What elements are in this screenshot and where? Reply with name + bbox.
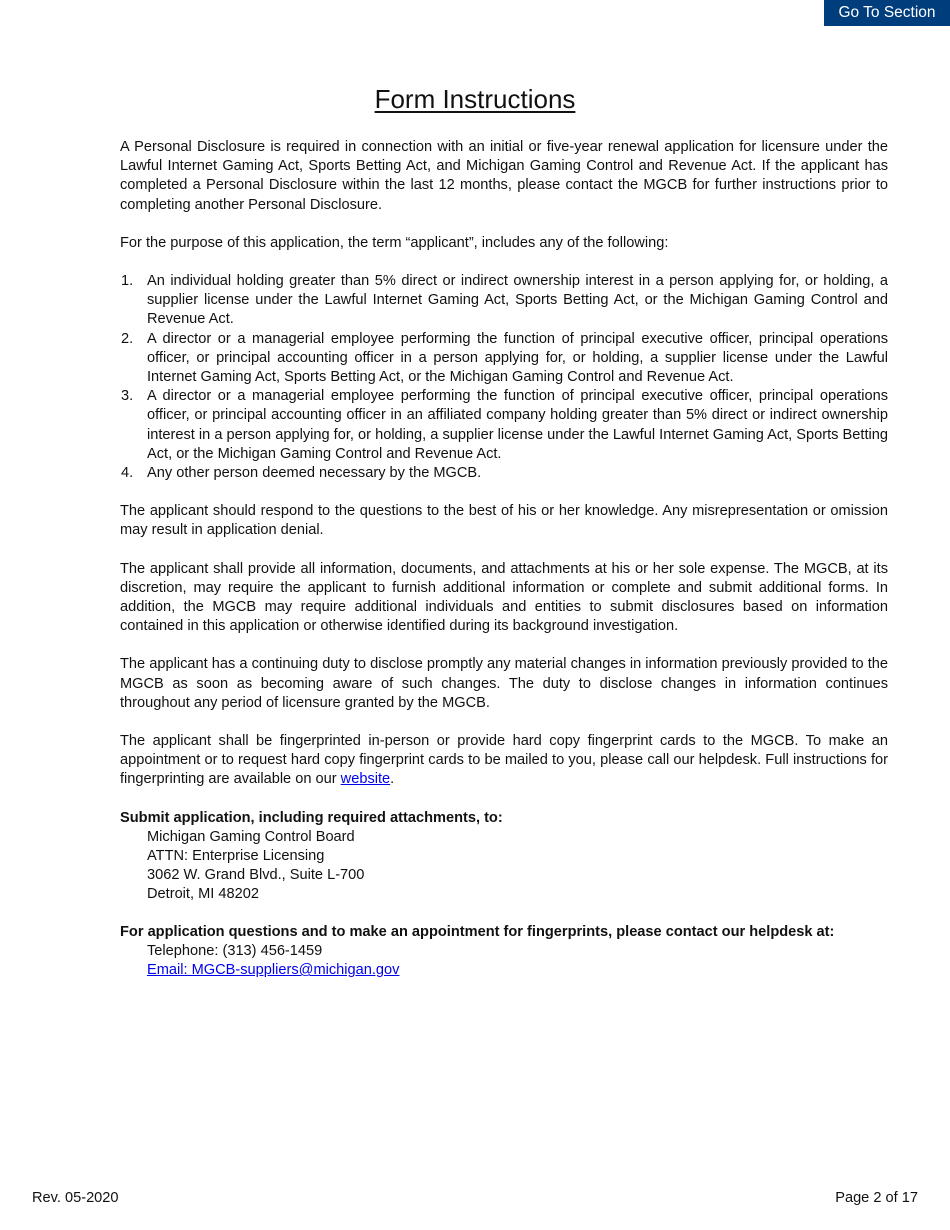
list-text: A director or a managerial employee performing the function of principal executive officer, principal operations officer, or principal accounting officer in a person applying for, or holding, a supplier license under the Lawful Internet Gaming Act, Sports Betting Act, or the Michigan Gaming Control and Revenue Act.: [147, 330, 888, 386]
list-text: Any other person deemed necessary by the MGCB.: [147, 465, 482, 482]
fingerprint-end: .: [390, 771, 395, 788]
expense-paragraph: The applicant shall provide all information, documents, and attachments at his or her sole expense. The MGCB, at its discretion, may require the applicant to furnish additional information or complete and submit additional forms. In addition, the MGCB may require additional individuals and entities to submit disclosures based on information contained in this application or otherwise identified during its background investigation.: [120, 560, 888, 635]
page-number: Page 2 of 17: [835, 1190, 918, 1206]
contact-info: [120, 942, 888, 980]
list-number: 1.: [121, 273, 134, 290]
list-text: An individual holding greater than 5% direct or indirect ownership interest in a person applying for, or holding, a supplier license under the Lawful Internet Gaming Act, Sports Betting Act, or the Michigan Gaming Control and Revenue Act.: [147, 273, 888, 328]
purpose-paragraph: For the purpose of this application, the term “applicant”, includes any of the following:: [120, 234, 669, 251]
fingerprint-paragraph: [120, 732, 888, 790]
submit-heading: Submit application, including required attachments, to:: [120, 809, 503, 826]
email-link[interactable]: Email: MGCB-suppliers@michigan.gov: [147, 962, 400, 979]
list-number: 3.: [121, 388, 134, 405]
mailing-address: [120, 828, 888, 904]
contact-heading: For application questions and to make an appointment for fingerprints, please contact our helpdesk at:: [120, 923, 835, 940]
address-line: 3062 W. Grand Blvd., Suite L-700: [147, 866, 365, 883]
duty-paragraph: The applicant has a continuing duty to disclose promptly any material changes in information previously provided to the MGCB as soon as becoming aware of such changes. The duty to disclose changes in information continues throughout any period of licensure granted by the MGCB.: [120, 656, 888, 711]
fingerprint-text: The applicant shall be fingerprinted in-person or provide hard copy fingerprint cards to the MGCB. To make an appointment or to request hard copy fingerprint cards to be mailed to you, please call our helpdesk. Full instructions for fingerprinting are available on our: [120, 733, 888, 788]
address-line: Michigan Gaming Control Board: [147, 828, 355, 845]
page-title: Form Instructions: [374, 84, 576, 114]
revision-label: Rev. 05-2020: [32, 1190, 119, 1206]
website-link[interactable]: website: [340, 771, 391, 788]
list-number: 2.: [121, 330, 134, 347]
list-item: [120, 272, 888, 330]
intro-paragraph: A Personal Disclosure is required in connection with an initial or five-year renewal application for licensure under the Lawful Internet Gaming Act, Sports Betting Act, and Michigan Gaming Control and Revenue Act. If the applicant has completed a Personal Disclosure within the last 12 months, please contact the MGCB for further instructions prior to completing another Personal Disclosure.: [120, 139, 888, 213]
respond-paragraph: The applicant should respond to the questions to the best of his or her knowledge. Any misrepresentation or omission may result in application denial.: [120, 503, 888, 539]
telephone: Telephone: (313) 456-1459: [147, 943, 323, 960]
applicant-list: [120, 272, 888, 483]
list-item: [120, 464, 888, 483]
address-line: Detroit, MI 48202: [147, 885, 259, 902]
go-to-section-button[interactable]: Go To Section: [824, 0, 950, 26]
address-line: ATTN: Enterprise Licensing: [147, 847, 325, 864]
list-text: A director or a managerial employee performing the function of principal executive officer, principal operations officer, or principal accounting officer in an affiliated company holding greater than 5% direct or indirect ownership interest in a person applying for, or holding, a supplier license under the Lawful Internet Gaming Act, Sports Betting Act, or the Michigan Gaming Control and Revenue Act.: [147, 388, 888, 462]
list-item: [120, 387, 888, 464]
instructions-body: [120, 138, 888, 980]
list-number: 4.: [121, 465, 134, 482]
list-item: [120, 330, 888, 388]
